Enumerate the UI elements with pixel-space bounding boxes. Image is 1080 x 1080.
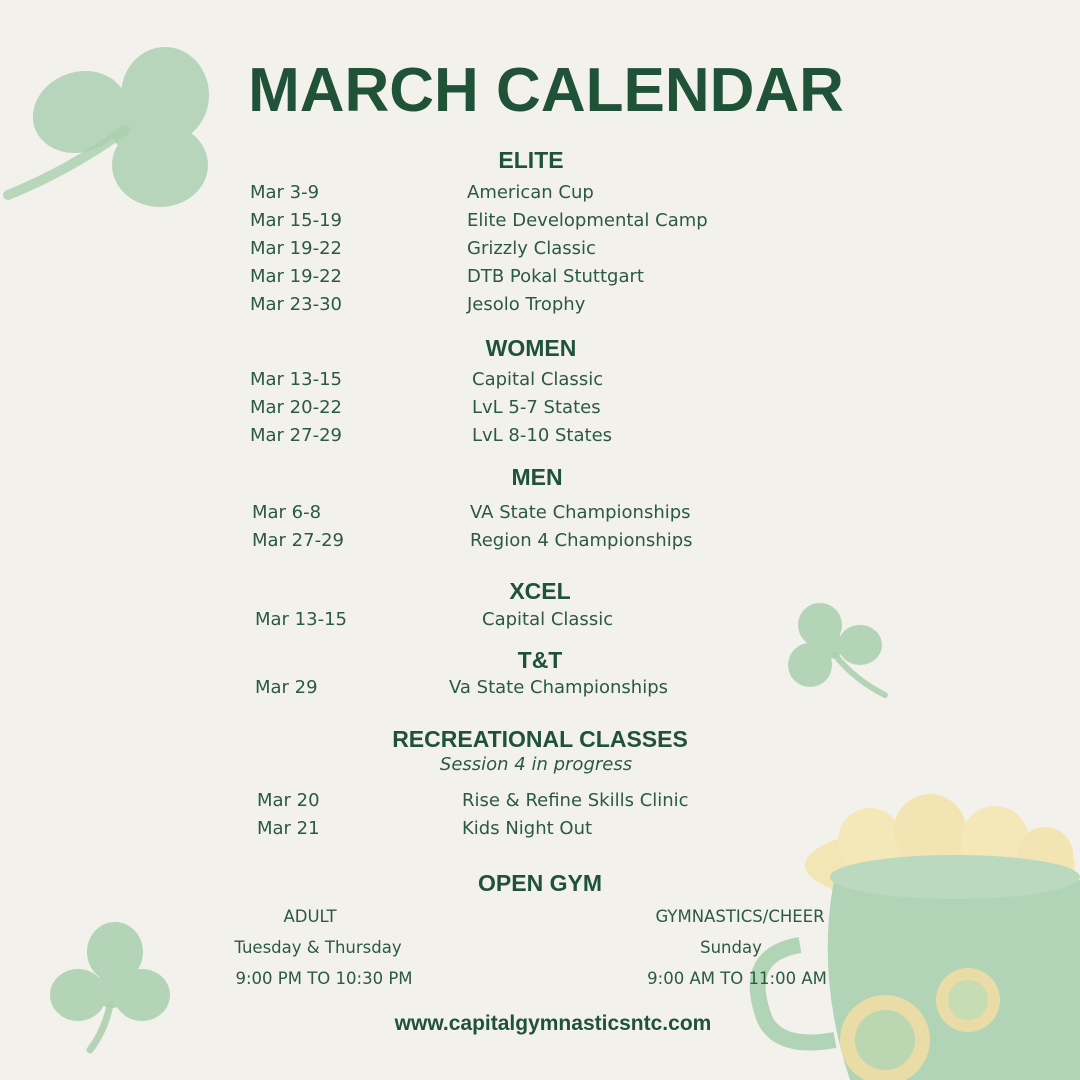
event-name: Va State Championships bbox=[449, 677, 669, 698]
event-date: Mar 3-9 bbox=[250, 182, 320, 203]
event-name: Kids Night Out bbox=[462, 818, 593, 839]
event-date: Mar 20 bbox=[257, 790, 320, 811]
open-gym-cheer-days: Sunday bbox=[700, 938, 762, 957]
section-heading-men: MEN bbox=[511, 464, 563, 490]
event-name: Capital Classic bbox=[472, 369, 604, 390]
event-date: Mar 23-30 bbox=[250, 294, 342, 315]
section-heading-tt: T&T bbox=[517, 647, 563, 673]
session-note: Session 4 in progress bbox=[439, 754, 633, 775]
event-name: Grizzly Classic bbox=[467, 238, 596, 259]
open-gym-adult-time: 9:00 PM TO 10:30 PM bbox=[235, 969, 413, 988]
open-gym-cheer-label: GYMNASTICS/CHEER bbox=[655, 907, 825, 926]
event-date: Mar 27-29 bbox=[252, 530, 344, 551]
event-name: VA State Championships bbox=[470, 502, 691, 523]
open-gym-adult-label: ADULT bbox=[283, 907, 337, 926]
event-date: Mar 15-19 bbox=[250, 210, 342, 231]
event-date: Mar 13-15 bbox=[250, 369, 342, 390]
event-date: Mar 13-15 bbox=[255, 609, 347, 630]
event-date: Mar 29 bbox=[255, 677, 318, 698]
event-name: American Cup bbox=[467, 182, 594, 203]
event-date: Mar 19-22 bbox=[250, 238, 342, 259]
event-name: Region 4 Championships bbox=[470, 530, 693, 551]
website-link[interactable]: www.capitalgymnasticsntc.com bbox=[394, 1012, 712, 1035]
event-name: DTB Pokal Stuttgart bbox=[467, 266, 644, 287]
event-date: Mar 19-22 bbox=[250, 266, 342, 287]
page-title: MARCH CALENDAR bbox=[248, 56, 844, 125]
section-heading-elite: ELITE bbox=[498, 147, 564, 173]
shamrock-icon bbox=[50, 920, 175, 1055]
section-heading-recreational: RECREATIONAL CLASSES bbox=[392, 726, 688, 752]
event-date: Mar 27-29 bbox=[250, 425, 342, 446]
open-gym-cheer-time: 9:00 AM TO 11:00 AM bbox=[647, 969, 827, 988]
event-date: Mar 20-22 bbox=[250, 397, 342, 418]
event-name: Jesolo Trophy bbox=[467, 294, 586, 315]
event-name: Elite Developmental Camp bbox=[467, 210, 708, 231]
event-name: LvL 5-7 States bbox=[472, 397, 601, 418]
section-heading-women: WOMEN bbox=[485, 335, 577, 361]
pot-of-gold-icon bbox=[740, 795, 1080, 1080]
open-gym-adult-days: Tuesday & Thursday bbox=[234, 938, 402, 957]
event-name: Rise & Refine Skills Clinic bbox=[462, 790, 689, 811]
event-name: Capital Classic bbox=[482, 609, 614, 630]
section-heading-open-gym: OPEN GYM bbox=[478, 870, 602, 896]
section-heading-xcel: XCEL bbox=[509, 578, 571, 604]
event-name: LvL 8-10 States bbox=[472, 425, 613, 446]
shamrock-icon bbox=[785, 600, 895, 700]
event-date: Mar 6-8 bbox=[252, 502, 322, 523]
event-date: Mar 21 bbox=[257, 818, 320, 839]
